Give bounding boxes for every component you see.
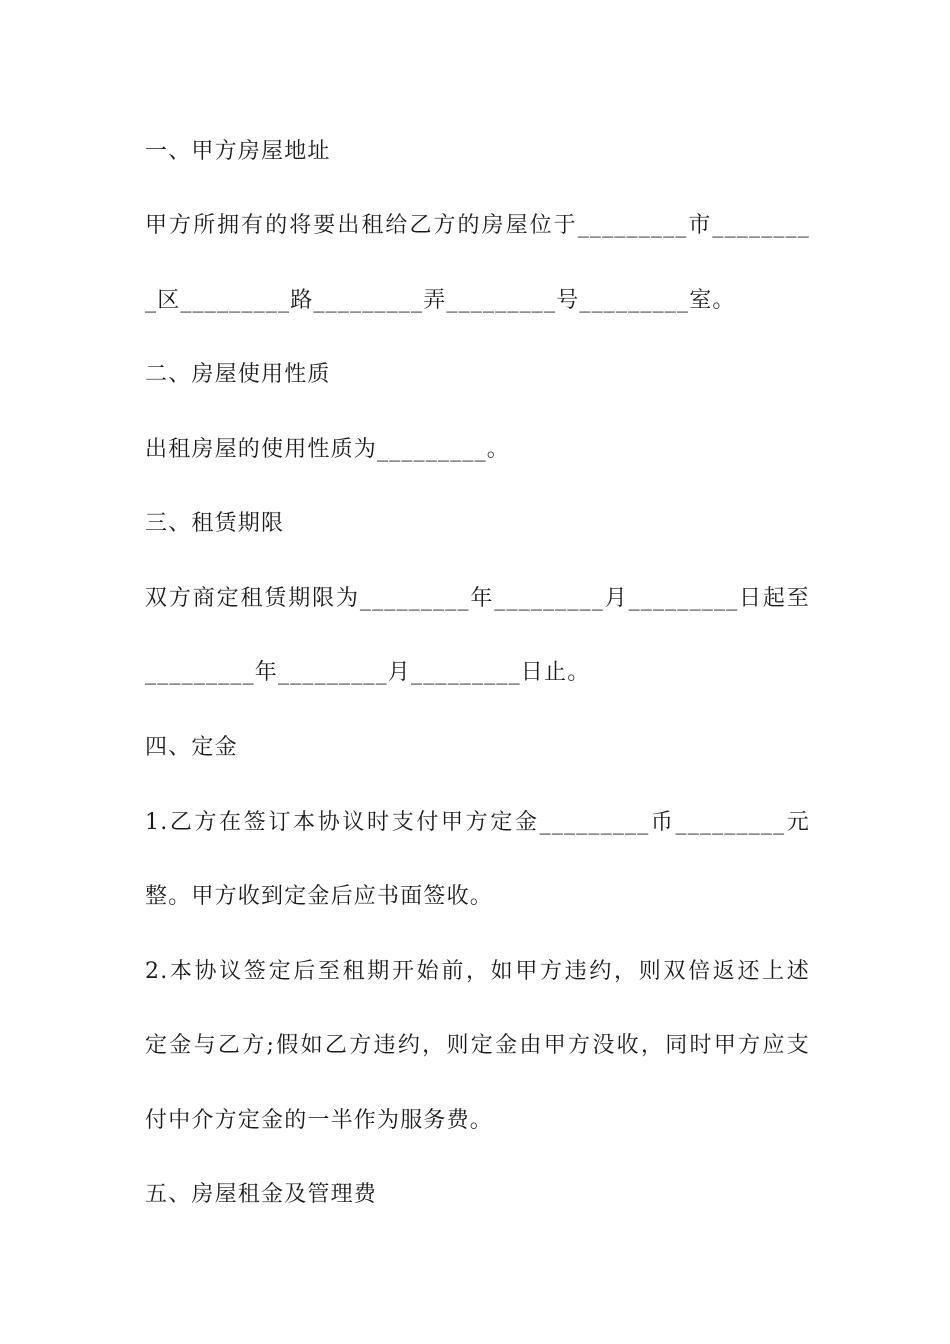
paragraph-line: 付中介方定金的一半作为服务费。 bbox=[145, 1108, 494, 1133]
paragraph-line: 整。甲方收到定金后应书面签收。 bbox=[145, 884, 494, 909]
paragraph-line: 定金与乙方;假如乙方违约，则定金由甲方没收，同时甲方应支 bbox=[145, 1033, 810, 1058]
paragraph-line: 甲方所拥有的将要出租给乙方的房屋位于_________市________ bbox=[145, 213, 810, 238]
paragraph-line: 出租房屋的使用性质为_________。 bbox=[145, 437, 511, 462]
section-heading-4: 四、定金 bbox=[145, 735, 238, 760]
paragraph-line: 双方商定租赁期限为_________年_________月_________日起至 bbox=[145, 586, 810, 611]
section-heading-5: 五、房屋租金及管理费 bbox=[145, 1182, 378, 1207]
section-heading-2: 二、房屋使用性质 bbox=[145, 362, 331, 387]
section-heading-1: 一、甲方房屋地址 bbox=[145, 139, 331, 164]
section-heading-3: 三、租赁期限 bbox=[145, 511, 285, 536]
paragraph-line: 1.乙方在签订本协议时支付甲方定金_________币_________元 bbox=[145, 810, 810, 835]
paragraph-line: 2.本协议签定后至租期开始前，如甲方违约，则双倍返还上述 bbox=[145, 959, 810, 984]
paragraph-line: _区_________路_________弄_________号_________室。 bbox=[145, 288, 736, 313]
paragraph-line: _________年_________月_________日止。 bbox=[145, 660, 591, 685]
